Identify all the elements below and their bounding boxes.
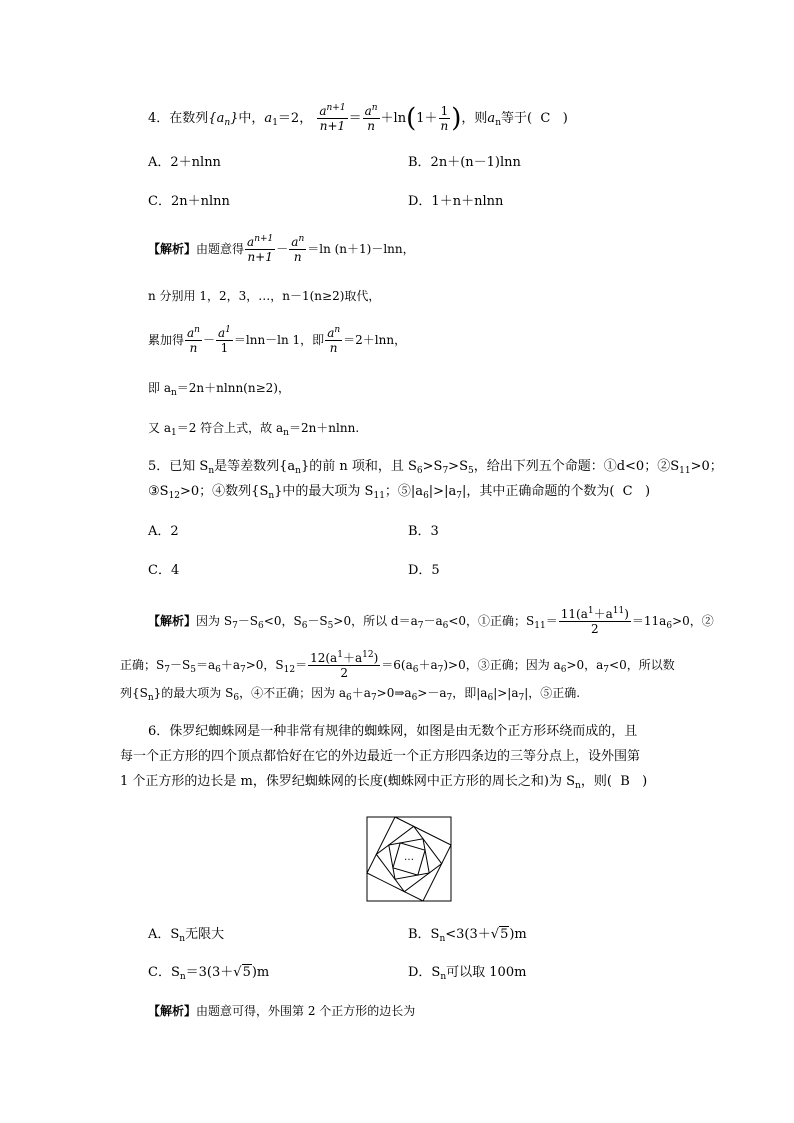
q4-plus-ln: ＋ln <box>380 111 407 126</box>
q4-solution-line3: 累加得 $\frac{a^n}{n}$ － $\frac{a^1}{1}$ ＝lnn－ln 1，即 $\frac{a^n}{n}$ ＝2＋lnn， <box>148 325 407 355</box>
q4-sol-l1b: ＝ln (n＋1)－lnn， <box>307 242 415 256</box>
q4-sol-l5: 又 a <box>148 421 171 435</box>
q4-sol-frac1: $\frac{a^{n+1}}{n+1}$ <box>247 234 274 264</box>
q4-eq2: ＝2， <box>277 111 313 126</box>
q6-option-c[interactable]: C．$S_n=3(3+√5)m$ <box>148 965 270 982</box>
q6-option-d[interactable]: D．$S_n$可以取 100m <box>408 965 527 982</box>
q4-solution-line5: 又 $a_1=2$ 符合上式，故 $a_n=2n+nlnn$. <box>148 421 360 438</box>
q5-sol-frac1: $\frac{11(a^1+a^{11})}{2}$ <box>560 606 629 636</box>
q4-sol-frac5: $\frac{a^n}{n}$ <box>327 325 341 355</box>
q4-ask: 等于( <box>500 111 533 126</box>
q4-sol-frac2: $\frac{a^n}{n}$ <box>291 234 305 264</box>
q4-stem-text-b: 中， <box>238 111 265 126</box>
q4-solution-line4: 即 $a_n=2n+nlnn(n\ge 2)$， <box>148 381 290 398</box>
q6-stem-line1: 6．侏罗纪蜘蛛网是一种非常有规律的蜘蛛网，如图是由无数个正方形环绕而成的，且 <box>148 724 638 739</box>
q6-option-a[interactable]: A．$S_n$无限大 <box>148 927 225 944</box>
q4-frac1: $\frac{a^{n+1}}{n+1}$ <box>319 103 346 133</box>
q5-solution-line2: 正确；$S_7-S_5=a_6+a_7>0$，$S_{12}=$ $\frac{12(a^1+a^{12})}{2}$ $=6(a_6+a_7)>0$，③正确；因为 $a_6>0$，$a_7<0$，所以数 <box>120 650 675 680</box>
q4-sol-l3a: 累加得 <box>148 333 185 347</box>
q4-sol-l5b: ＝2 符合上式，故 a <box>176 421 284 435</box>
q5-solution-line3: 列$\{S_n\}$的最大项为 $S_6$，④不正确；因为 $a_6+a_7>0\Rightarrow a_6>-a_7$，即$|a_6|>|a_7|$，⑤正确. <box>120 686 581 703</box>
q4-sol-frac3: $\frac{a^n}{n}$ <box>187 325 200 355</box>
q4-sol-l4: 即 a <box>148 381 171 395</box>
q5-answer: C <box>622 484 633 499</box>
q4-one-plus: 1＋ <box>416 111 438 126</box>
q4-an: a <box>487 111 496 126</box>
q4-solution-tag: 【解析】 <box>148 242 197 256</box>
q6-solution-line1: 【解析】由题意可得，外围第 2 个正方形的边长为 <box>148 1004 416 1018</box>
q5-option-d[interactable]: D．5 <box>408 563 440 578</box>
q4-option-c[interactable]: C．2n＋nlnn <box>148 194 230 209</box>
q4-tail: ，则 <box>461 111 488 126</box>
q4-paren-left: ( <box>406 103 417 134</box>
q6-solution-tag: 【解析】 <box>148 1004 197 1018</box>
q4-number: 4． <box>148 111 170 126</box>
q4-option-d[interactable]: D．1＋n＋nlnn <box>408 194 504 209</box>
q4-sol-l3b: ＝lnn－ln 1，即 <box>233 333 325 347</box>
q4-stem-text: 在数列 <box>169 111 209 126</box>
q4-solution-line2: n 分别用 1，2，3，…，n－1(n≥2)取代， <box>148 289 381 303</box>
q4-close: ) <box>562 111 568 126</box>
q4-sol-frac4: $\frac{a^1}{1}$ <box>217 325 231 355</box>
q4-sol-l3c: ＝2＋lnn， <box>343 333 407 347</box>
q5-stem-line2: $③S_{12}>0$；④数列$\{S_n\}$中的最大项为 $S_{11}$；$⑤|a_6|>|a_7|$，其中正确命题的个数为( C ) <box>148 484 651 501</box>
q4-seq: $\{a_n\}$ <box>208 111 239 128</box>
q6-stem-line2: 每一个正方形的四个顶点都恰好在它的外边最近一个正方形四条边的三等分点上，设外围第 <box>120 749 641 764</box>
q5-option-b[interactable]: B．3 <box>408 524 439 539</box>
q5-sol-frac2: $\frac{12(a^1+a^{12})}{2}$ <box>310 650 379 680</box>
q4-an-sub: n <box>495 118 501 128</box>
q5-option-c[interactable]: C．4 <box>148 563 180 578</box>
q5-solution-line1: 【解析】因为 $S_7-S_6<0$，$S_6-S_5>0$，所以 $d=a_7-a_6<0$，①正确；$S_{11}=$ $\frac{11(a^1+a^{11})}{2}$ $=11a_6>0$，② <box>148 606 714 636</box>
spider-web-figure <box>364 814 454 904</box>
q4-paren-right: ) <box>451 103 462 134</box>
q4-stem <box>148 104 568 133</box>
q4-solution-line1: 【解析】由题意得 $\frac{a^{n+1}}{n+1}$ － $\frac{a^n}{n}$ ＝ln (n＋1)－lnn， <box>148 234 415 264</box>
q4-frac3: $\frac{1}{n}$ <box>440 104 449 133</box>
q4-a1: a <box>264 111 273 126</box>
q4-equals: ＝ <box>348 111 362 126</box>
q4-sol-l5c: ＝2n＋nlnn. <box>288 421 360 435</box>
q5-solution-tag: 【解析】 <box>148 614 197 628</box>
q4-sol-l1a: 由题意得 <box>196 242 245 256</box>
q5-option-a[interactable]: A．2 <box>148 524 179 539</box>
q4-answer: C <box>540 111 551 126</box>
q4-sol-l4b: ＝2n＋nlnn(n≥2)， <box>176 381 290 395</box>
q4-option-a[interactable]: A．2＋nlnn <box>148 155 221 170</box>
q4-a1-sub: 1 <box>272 118 278 128</box>
q4-frac2: $\frac{a^n}{n}$ <box>364 103 378 133</box>
q6-answer: B <box>620 774 630 789</box>
q4-option-b[interactable]: B．2n＋(n－1)lnn <box>408 155 521 170</box>
figure-ellipsis: … <box>404 852 414 863</box>
q6-stem-line3: 1 个正方形的边长是 m，侏罗纪蜘蛛网的长度(蜘蛛网中正方形的周长之和)为 $S_n$，则( B ) <box>120 774 648 791</box>
q5-stem-line1: 5．已知 $S_n$是等差数列$\{a_n\}$的前 n 项和，且 $S_6>S_7>S_5$，给出下列五个命题：①d<0；$②S_{11}>0$； <box>148 459 723 476</box>
q6-option-b[interactable]: B．$S_n<3(3+√5)m$ <box>408 927 527 944</box>
